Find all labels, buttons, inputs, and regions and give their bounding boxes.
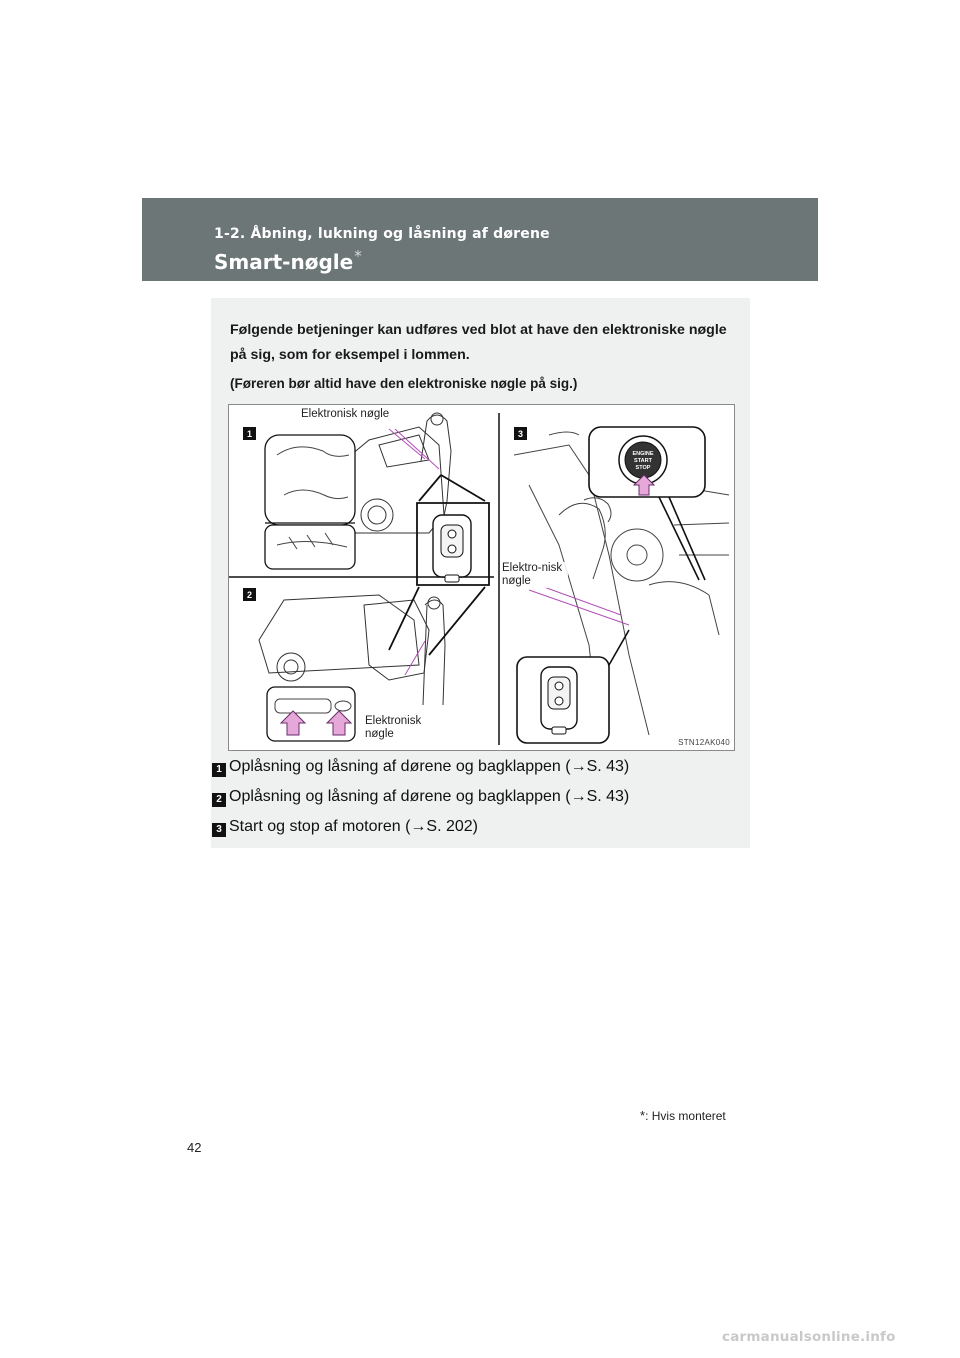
footnote-asterisk-icon: * <box>640 1108 646 1123</box>
svg-text:START: START <box>634 458 652 464</box>
list-item-text: Start og stop af motoren (→S. 202) <box>229 818 479 835</box>
svg-text:ENGINE: ENGINE <box>632 451 654 457</box>
intro-paragraph: Følgende betjeninger kan udføres ved blot at have den elektroniske nøgle på sig, som for eksempel i lommen. <box>230 322 727 363</box>
smart-key-icon <box>433 515 471 582</box>
footnote-asterisk-icon: * <box>354 247 362 265</box>
list-item-text: Oplåsning og låsning af dørene og bagklappen (→S. 43) <box>229 788 630 805</box>
badge-2-icon: 2 <box>212 793 226 807</box>
list-item <box>212 783 747 813</box>
section-header <box>142 198 818 281</box>
page-title-text: Smart-nøgle <box>214 250 354 274</box>
item-list <box>212 753 747 843</box>
door-handle-inset <box>265 435 355 569</box>
intro-text <box>230 318 735 396</box>
illustration <box>228 404 735 751</box>
badge-1-icon: 1 <box>212 763 226 777</box>
list-item <box>212 813 747 843</box>
page-number: 42 <box>187 1140 202 1155</box>
badge-3-icon: 3 <box>212 823 226 837</box>
content-box <box>211 298 750 848</box>
watermark: carmanualsonline.info <box>722 1329 896 1345</box>
list-item-text: Oplåsning og låsning af dørene og bagklappen (→S. 43) <box>229 758 630 775</box>
label-electronic-key-right: Elektro-nisk nøgle <box>502 562 568 588</box>
illustration-drawing <box>229 405 734 750</box>
badge-3-number: 3 <box>517 429 524 439</box>
smart-key-icon <box>541 667 577 734</box>
list-item <box>212 753 747 783</box>
intro-note: (Føreren bør altid have den elektroniske nøgle på sig.) <box>230 376 578 391</box>
label-electronic-key-bottom: Elektronisk nøgle <box>365 715 439 741</box>
page-title <box>214 247 362 274</box>
badge-1-number: 1 <box>246 429 253 439</box>
svg-text:STOP: STOP <box>635 465 651 471</box>
badge-2-number: 2 <box>246 590 253 600</box>
figure-code: STN12AK040 <box>678 738 730 747</box>
footnote-text: : Hvis monteret <box>645 1109 726 1123</box>
footnote <box>640 1108 726 1123</box>
label-electronic-key-top: Elektronisk nøgle <box>301 408 390 420</box>
section-title: 1-2. Åbning, lukning og låsning af dørene <box>214 226 550 242</box>
